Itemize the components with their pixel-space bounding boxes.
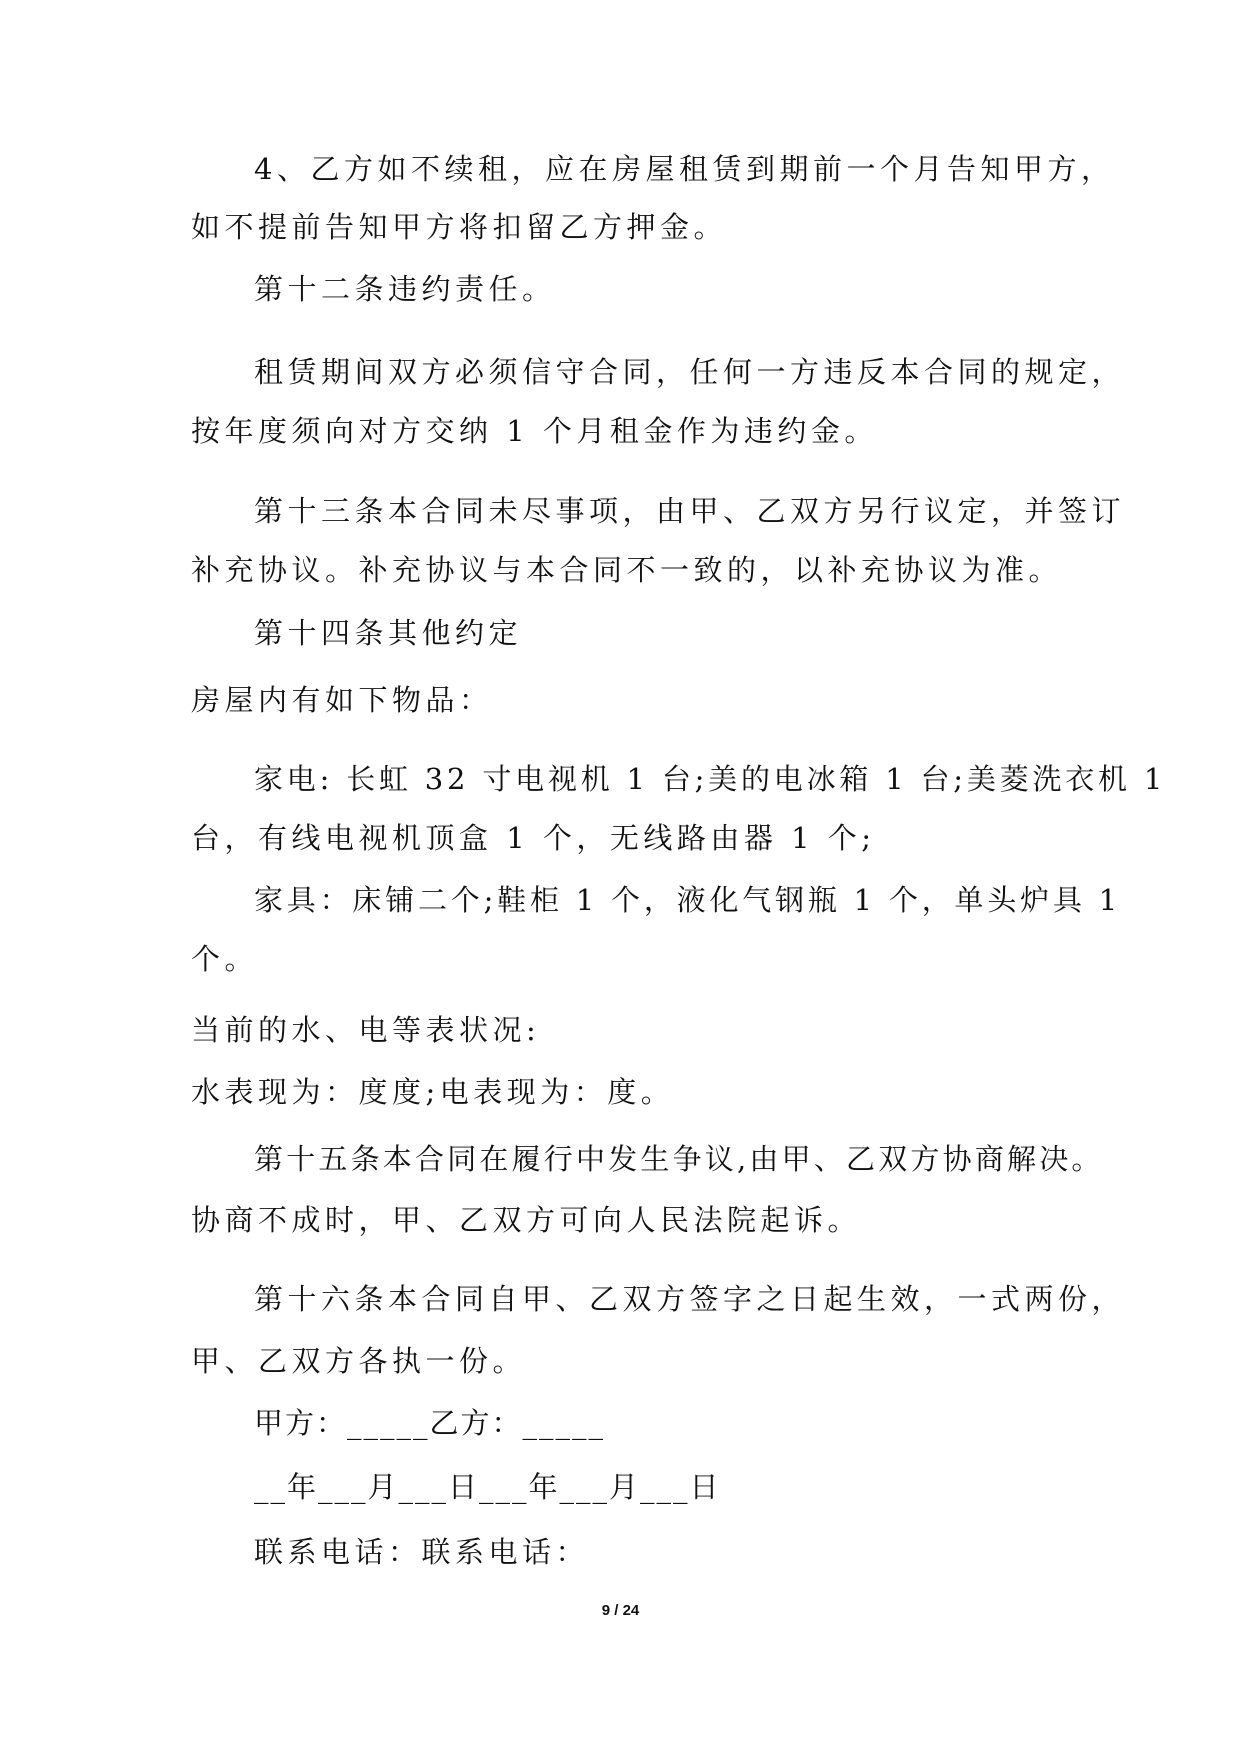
paragraph-line: 当前的水、电等表状况: — [191, 1013, 541, 1047]
paragraph-line: 4、乙方如不续租，应在房屋租赁到期前一个月告知甲方， — [254, 152, 1115, 186]
paragraph-line: 房屋内有如下物品： — [191, 683, 493, 717]
page-number: 9 / 24 — [601, 1602, 640, 1619]
paragraph-line: 租赁期间双方必须信守合同，任何一方违反本合同的规定， — [254, 355, 1126, 389]
section-heading: 第十四条其他约定 — [254, 616, 523, 650]
section-heading: 第十二条违约责任。 — [254, 272, 556, 306]
paragraph-line: 个。 — [191, 942, 259, 976]
paragraph-line: 甲、乙双方各执一份。 — [191, 1344, 527, 1378]
paragraph-line: 如不提前告知甲方将扣留乙方押金。 — [191, 210, 728, 244]
paragraph-line: 水表现为：度度;电表现为：度。 — [191, 1075, 675, 1109]
contact-line: 联系电话：联系电话： — [254, 1535, 590, 1569]
paragraph-line: 家电: 长虹 32 寸电视机 1 台;美的电冰箱 1 台;美菱洗衣机 1 — [254, 762, 1167, 796]
paragraph-line: 按年度须向对方交纳 1 个月租金作为违约金。 — [191, 414, 878, 448]
paragraph-line: 第十五条本合同在履行中发生争议,由甲、乙双方协商解决。 — [254, 1142, 1104, 1176]
paragraph-line: 第十三条本合同未尽事项，由甲、乙双方另行议定，并签订 — [254, 494, 1126, 528]
paragraph-line: 协商不成时，甲、乙双方可向人民法院起诉。 — [191, 1203, 862, 1237]
paragraph-line: 台，有线电视机顶盒 1 个，无线路由器 1 个; — [191, 821, 876, 855]
date-line: __年___月___日___年___月___日 — [254, 1470, 721, 1504]
paragraph-line: 第十六条本合同自甲、乙双方签字之日起生效，一式两份， — [254, 1282, 1126, 1316]
paragraph-line: 补充协议。补充协议与本合同不一致的，以补充协议为准。 — [191, 553, 1063, 587]
signature-line: 甲方：_____乙方：_____ — [254, 1406, 606, 1440]
paragraph-line: 家具：床铺二个;鞋柜 1 个，液化气钢瓶 1 个，单头炉具 1 — [254, 883, 1122, 917]
